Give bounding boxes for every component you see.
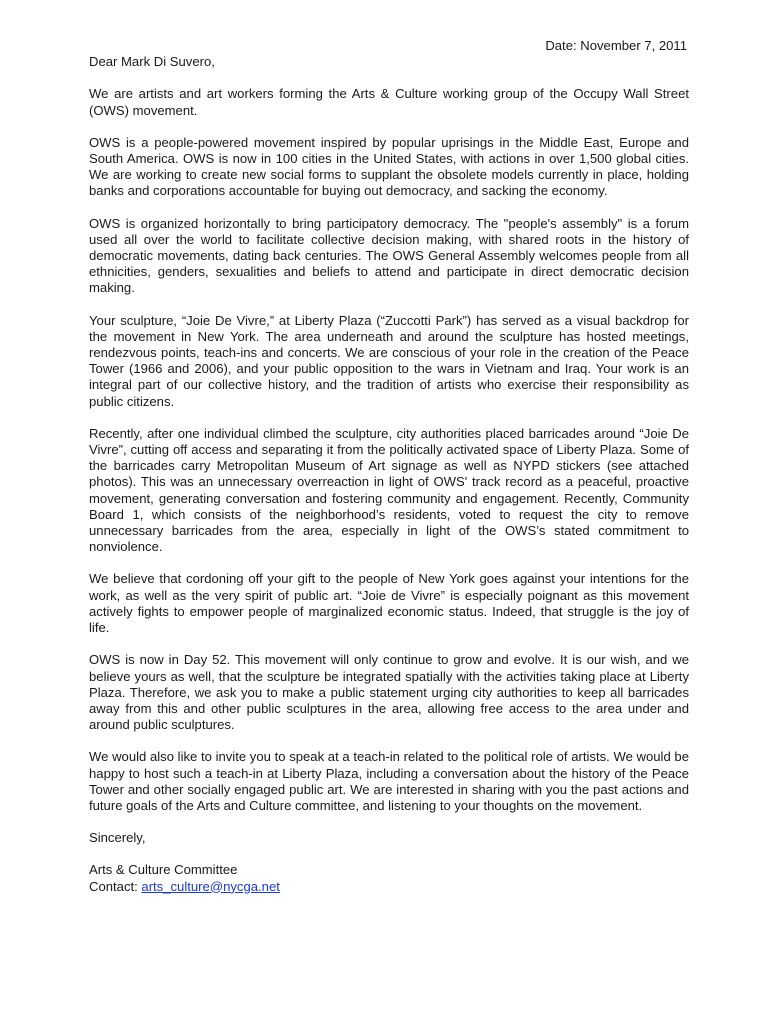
closing: Sincerely, [89,830,146,846]
letter-body [89,38,689,895]
contact-line [89,879,689,895]
paragraph-movement: OWS is a people-powered movement inspired by popular uprisings in the Middle East, Europe and South America. OWS is now in 100 cities in the United States, with actions in over 1,500 global cities. We are working to create new social forms to supplant the obsolete models currently in place, holding banks and corporations accountable for buying out democracy, and sacking the economy. [89,134,689,199]
paragraph-sculpture: Your sculpture, “Joie De Vivre,” at Liberty Plaza (“Zuccotti Park”) has served as a visual backdrop for the movement in New York. The area underneath and around the sculpture has hosted meetings, rendezvous points, teach-ins and concerts. We are conscious of your role in the creation of the Peace Tower (1966 and 2006), and your public opposition to the wars in Vietnam and Iraq. Your work is an integral part of our collective history, and the tradition of artists who exercise their responsibility as public citizens. [89,312,689,409]
paragraph-request: OWS is now in Day 52. This movement will only continue to grow and evolve. It is our wish, and we believe yours as well, that the sculpture be integrated spatially with the activities taking place at Liberty Plaza. Therefore, we ask you to make a public statement urging city authorities to keep all barricades away from this and other public sculptures in the area, allowing free access to the area under and around public sculptures. [89,652,689,733]
paragraph-invitation: We would also like to invite you to speak at a teach-in related to the political role of artists. We would be happy to host such a teach-in at Liberty Plaza, including a conversation about the history of the Peace Tower and other socially engaged public art. We are interested in sharing with you the past actions and future goals of the Arts and Culture committee, and listening to your thoughts on the movement. [89,749,689,813]
contact-email-link[interactable]: arts_culture@nycga.net [141,878,280,894]
paragraph-intro: We are artists and art workers forming the Arts & Culture working group of the Occupy Wall Street (OWS) movement. [89,86,689,118]
salutation: Dear Mark Di Suvero, [89,54,215,70]
contact-label: Contact: [89,878,142,894]
letter-date: Date: November 7, 2011 [545,38,687,53]
signature: Arts & Culture Committee [89,862,238,878]
paragraph-organization: OWS is organized horizontally to bring participatory democracy. The "people's assembly" is a forum used all over the world to facilitate collective decision making, with shared roots in the history of democratic movements, dating back centuries. The OWS General Assembly welcomes people from all ethnicities, genders, sexualities and beliefs to attend and participate in direct democratic decision making. [89,215,689,296]
paragraph-barricades: Recently, after one individual climbed the sculpture, city authorities placed barricades around “Joie De Vivre”, cutting off access and separating it from the politically activated space of Liberty Plaza. Some of the barricades carry Metropolitan Museum of Art signage as well as NYPD stickers (see attached photos). This was an unnecessary overreaction in light of OWS' track record as a peaceful, proactive movement, generating conversation and fostering community and engagement. Recently, Community Board 1, which consists of the neighborhood’s residents, voted to request the city to remove unnecessary barricades from the area, especially in light of the OWS’s stated commitment to nonviolence. [89,425,689,555]
paragraph-public-art: We believe that cordoning off your gift to the people of New York goes against your intentions for the work, as well as the very spirit of public art. “Joie de Vivre” is especially poignant as this movement actively fights to empower people of marginalized economic status. Indeed, that struggle is the joy of life. [89,571,689,636]
